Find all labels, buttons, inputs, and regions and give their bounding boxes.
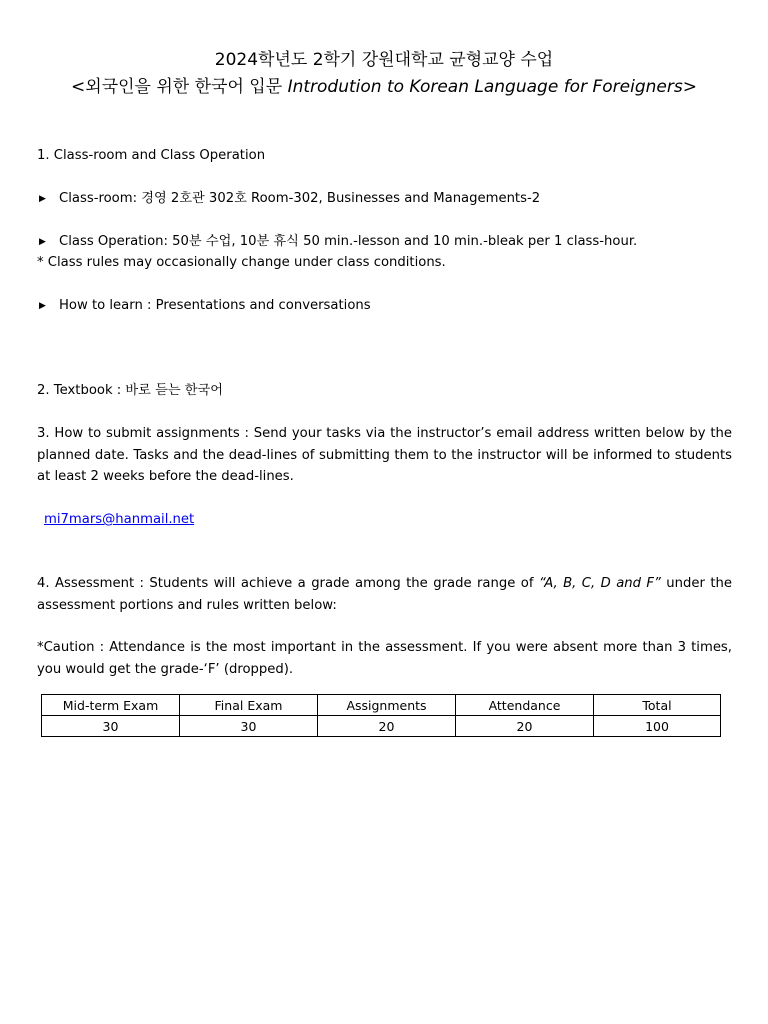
assessment-text-before: 4. Assessment : Students will achieve a grade among the grade range of (37, 576, 539, 591)
operation-item (37, 231, 732, 254)
section-1-heading: 1. Class-room and Class Operation (37, 148, 266, 163)
table-header-row (42, 695, 721, 716)
how-to-learn-item (37, 295, 732, 318)
value-assignments: 20 (318, 716, 456, 737)
subtitle-english: Introdution to Korean Language for Foreigners (287, 77, 683, 97)
value-midterm: 30 (42, 716, 180, 737)
header-total: Total (594, 695, 721, 716)
header-midterm: Mid-term Exam (42, 695, 180, 716)
class-rules-note: * Class rules may occasionally change under class conditions. (37, 255, 446, 270)
subtitle-korean: <외국인을 위한 한국어 입문 (71, 77, 288, 97)
textbook-line: 2. Textbook : 바로 듣는 한국어 (37, 383, 223, 398)
grade-range: “A, B, C, D and F” (538, 576, 661, 591)
submit-assignments-text: 3. How to submit assignments : Send your tasks via the instructor’s email address written below by the planned date. Tasks and the dead-lines of submitting them to the instructor will be informed to students at least 2 weeks before the dead-lines. (37, 426, 732, 484)
assessment-text (37, 573, 732, 616)
caution-text: *Caution : Attendance is the most important in the assessment. If you were absent more than 3 times, you would get the grade-‘F’ (dropped). (37, 640, 732, 677)
classroom-text: Class-room: 경영 2호관 302호 Room-302, Businesses and Managements-2 (59, 191, 541, 206)
bullet-arrow-icon: ▶ (39, 301, 46, 311)
header-attendance: Attendance (456, 695, 594, 716)
header-final: Final Exam (180, 695, 318, 716)
classroom-item (37, 188, 732, 211)
title-line-1: 2024학년도 2학기 강원대학교 균형교양 수업 (214, 50, 554, 70)
bullet-arrow-icon: ▶ (39, 194, 46, 204)
operation-text: Class Operation: 50분 수업, 10분 휴식 50 min.-lesson and 10 min.-bleak per 1 class-hour. (59, 234, 638, 249)
page-subtitle (0, 76, 768, 98)
instructor-email-link[interactable]: mi7mars@hanmail.net (44, 512, 195, 527)
assessment-table (41, 694, 721, 737)
subtitle-end: > (682, 77, 697, 97)
bullet-arrow-icon: ▶ (39, 237, 46, 247)
value-total: 100 (594, 716, 721, 737)
header-assignments: Assignments (318, 695, 456, 716)
assessment-text-after: under the assessment portions and rules written below: (37, 576, 732, 613)
table-row (42, 716, 721, 737)
how-to-learn-text: How to learn : Presentations and conversations (59, 298, 371, 313)
value-final: 30 (180, 716, 318, 737)
page-title (0, 49, 768, 71)
value-attendance: 20 (456, 716, 594, 737)
